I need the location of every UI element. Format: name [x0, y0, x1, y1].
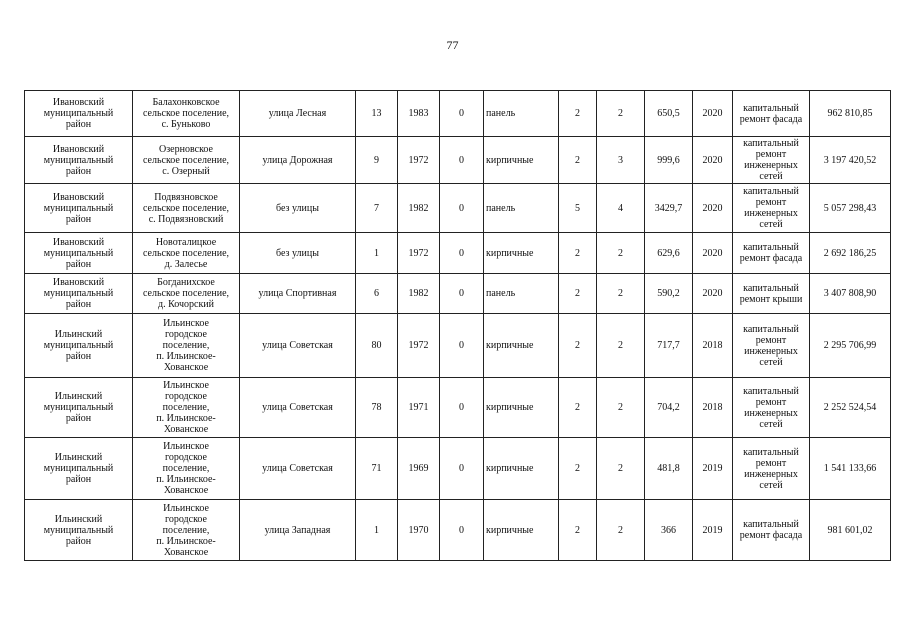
area-cell: 650,5 [645, 91, 693, 137]
registry-table [24, 90, 891, 561]
settlement-cell: Балахонковское сельское поселение, с. Буньково [133, 91, 240, 137]
floors-cell: 2 [559, 314, 597, 378]
street-cell: улица Дорожная [240, 137, 356, 184]
cost-cell: 2 295 706,99 [810, 314, 891, 378]
table-row [25, 137, 891, 184]
floors-cell: 2 [559, 438, 597, 500]
area-cell: 366 [645, 500, 693, 561]
district-cell: Ивановский муниципальный район [25, 274, 133, 314]
floors-cell: 2 [559, 378, 597, 438]
zero-cell: 0 [440, 314, 484, 378]
settlement-cell: Богданихское сельское поселение, д. Кочорский [133, 274, 240, 314]
wall-material-cell: кирпичные [484, 233, 559, 274]
house-number-cell: 6 [356, 274, 398, 314]
entrances-cell: 2 [597, 378, 645, 438]
area-cell: 590,2 [645, 274, 693, 314]
zero-cell: 0 [440, 137, 484, 184]
house-number-cell: 7 [356, 184, 398, 233]
entrances-cell: 4 [597, 184, 645, 233]
floors-cell: 2 [559, 233, 597, 274]
plan-year-cell: 2019 [693, 500, 733, 561]
settlement-cell: Ильинское городское поселение, п. Ильинское- Хованское [133, 378, 240, 438]
floors-cell: 2 [559, 137, 597, 184]
cost-cell: 962 810,85 [810, 91, 891, 137]
zero-cell: 0 [440, 438, 484, 500]
wall-material-cell: кирпичные [484, 314, 559, 378]
plan-year-cell: 2019 [693, 438, 733, 500]
wall-material-cell: панель [484, 91, 559, 137]
street-cell: улица Лесная [240, 91, 356, 137]
build-year-cell: 1972 [398, 314, 440, 378]
cost-cell: 5 057 298,43 [810, 184, 891, 233]
entrances-cell: 2 [597, 314, 645, 378]
build-year-cell: 1972 [398, 233, 440, 274]
area-cell: 481,8 [645, 438, 693, 500]
table-row [25, 500, 891, 561]
build-year-cell: 1982 [398, 274, 440, 314]
plan-year-cell: 2018 [693, 314, 733, 378]
entrances-cell: 2 [597, 91, 645, 137]
floors-cell: 2 [559, 91, 597, 137]
district-cell: Ильинский муниципальный район [25, 438, 133, 500]
house-number-cell: 9 [356, 137, 398, 184]
district-cell: Ивановский муниципальный район [25, 233, 133, 274]
area-cell: 999,6 [645, 137, 693, 184]
floors-cell: 2 [559, 274, 597, 314]
plan-year-cell: 2020 [693, 233, 733, 274]
wall-material-cell: кирпичные [484, 137, 559, 184]
cost-cell: 2 692 186,25 [810, 233, 891, 274]
page-number: 77 [446, 38, 459, 52]
entrances-cell: 2 [597, 500, 645, 561]
entrances-cell: 2 [597, 274, 645, 314]
settlement-cell: Подвязновское сельское поселение, с. Подвязновский [133, 184, 240, 233]
cost-cell: 3 407 808,90 [810, 274, 891, 314]
district-cell: Ильинский муниципальный район [25, 314, 133, 378]
area-cell: 3429,7 [645, 184, 693, 233]
zero-cell: 0 [440, 233, 484, 274]
build-year-cell: 1983 [398, 91, 440, 137]
table-row [25, 274, 891, 314]
wall-material-cell: кирпичные [484, 378, 559, 438]
wall-material-cell: кирпичные [484, 500, 559, 561]
cost-cell: 1 541 133,66 [810, 438, 891, 500]
zero-cell: 0 [440, 91, 484, 137]
cost-cell: 981 601,02 [810, 500, 891, 561]
wall-material-cell: панель [484, 274, 559, 314]
table-row [25, 184, 891, 233]
house-number-cell: 80 [356, 314, 398, 378]
build-year-cell: 1970 [398, 500, 440, 561]
floors-cell: 2 [559, 500, 597, 561]
work-type-cell: капитальный ремонт крыши [733, 274, 810, 314]
street-cell: улица Спортивная [240, 274, 356, 314]
zero-cell: 0 [440, 378, 484, 438]
house-number-cell: 71 [356, 438, 398, 500]
street-cell: улица Советская [240, 378, 356, 438]
house-number-cell: 1 [356, 500, 398, 561]
settlement-cell: Ильинское городское поселение, п. Ильинское- Хованское [133, 314, 240, 378]
street-cell: улица Западная [240, 500, 356, 561]
house-number-cell: 13 [356, 91, 398, 137]
work-type-cell: капитальный ремонт фасада [733, 91, 810, 137]
street-cell: улица Советская [240, 314, 356, 378]
district-cell: Ильинский муниципальный район [25, 378, 133, 438]
district-cell: Ивановский муниципальный район [25, 91, 133, 137]
entrances-cell: 2 [597, 233, 645, 274]
table-row [25, 314, 891, 378]
work-type-cell: капитальный ремонт фасада [733, 233, 810, 274]
work-type-cell: капитальный ремонт инженерных сетей [733, 137, 810, 184]
work-type-cell: капитальный ремонт инженерных сетей [733, 378, 810, 438]
floors-cell: 5 [559, 184, 597, 233]
settlement-cell: Ильинское городское поселение, п. Ильинское- Хованское [133, 438, 240, 500]
settlement-cell: Новоталицкое сельское поселение, д. Залесье [133, 233, 240, 274]
work-type-cell: капитальный ремонт инженерных сетей [733, 438, 810, 500]
wall-material-cell: кирпичные [484, 438, 559, 500]
build-year-cell: 1982 [398, 184, 440, 233]
plan-year-cell: 2020 [693, 137, 733, 184]
table-row [25, 91, 891, 137]
cost-cell: 2 252 524,54 [810, 378, 891, 438]
zero-cell: 0 [440, 274, 484, 314]
area-cell: 704,2 [645, 378, 693, 438]
build-year-cell: 1969 [398, 438, 440, 500]
district-cell: Ивановский муниципальный район [25, 137, 133, 184]
work-type-cell: капитальный ремонт инженерных сетей [733, 184, 810, 233]
plan-year-cell: 2020 [693, 184, 733, 233]
plan-year-cell: 2018 [693, 378, 733, 438]
street-cell: улица Советская [240, 438, 356, 500]
build-year-cell: 1972 [398, 137, 440, 184]
table-row [25, 378, 891, 438]
street-cell: без улицы [240, 233, 356, 274]
entrances-cell: 3 [597, 137, 645, 184]
house-number-cell: 1 [356, 233, 398, 274]
table-row [25, 233, 891, 274]
settlement-cell: Озерновское сельское поселение, с. Озерный [133, 137, 240, 184]
area-cell: 717,7 [645, 314, 693, 378]
zero-cell: 0 [440, 184, 484, 233]
district-cell: Ильинский муниципальный район [25, 500, 133, 561]
plan-year-cell: 2020 [693, 91, 733, 137]
street-cell: без улицы [240, 184, 356, 233]
district-cell: Ивановский муниципальный район [25, 184, 133, 233]
work-type-cell: капитальный ремонт фасада [733, 500, 810, 561]
build-year-cell: 1971 [398, 378, 440, 438]
entrances-cell: 2 [597, 438, 645, 500]
plan-year-cell: 2020 [693, 274, 733, 314]
settlement-cell: Ильинское городское поселение, п. Ильинское- Хованское [133, 500, 240, 561]
table-row [25, 438, 891, 500]
cost-cell: 3 197 420,52 [810, 137, 891, 184]
house-number-cell: 78 [356, 378, 398, 438]
zero-cell: 0 [440, 500, 484, 561]
work-type-cell: капитальный ремонт инженерных сетей [733, 314, 810, 378]
wall-material-cell: панель [484, 184, 559, 233]
area-cell: 629,6 [645, 233, 693, 274]
